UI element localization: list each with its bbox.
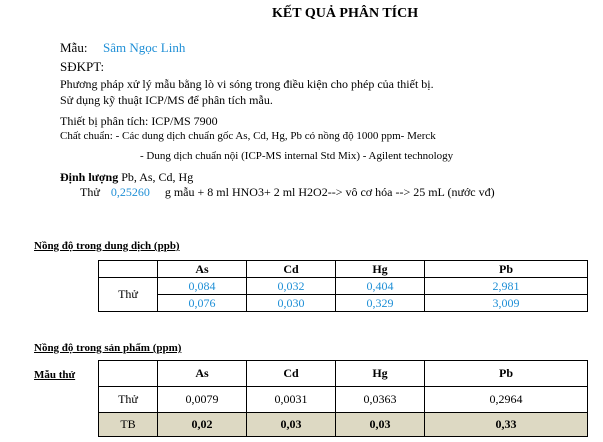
test-procedure: g mẫu + 8 ml HNO3+ 2 ml H2O2--> vô cơ hóa --> 25 mL (nước vđ) <box>164 185 495 199</box>
table-corner-cell <box>99 361 158 387</box>
avg-label: TB <box>99 413 158 437</box>
table-row <box>99 295 588 312</box>
test-line <box>80 185 495 200</box>
header-as: As <box>158 261 247 278</box>
avg-hg: 0,03 <box>336 413 425 437</box>
solution-table <box>98 260 588 312</box>
sdkpt-label: SĐKPT: <box>60 59 105 74</box>
standard-line-1: Chất chuẩn: - Các dung dịch chuẩn gốc As, Cd, Hg, Pb có nồng độ 1000 ppm- Merck <box>60 130 436 142</box>
sample-value: Sâm Ngọc Linh <box>103 40 186 55</box>
header-pb: Pb <box>425 361 588 387</box>
table-corner-cell <box>99 261 158 278</box>
cell-as-2: 0,076 <box>158 295 247 312</box>
avg-cd: 0,03 <box>247 413 336 437</box>
cell-as: 0,0079 <box>158 387 247 413</box>
row-label: Thử <box>99 387 158 413</box>
quantification-line <box>60 170 193 185</box>
cell-hg-1: 0,404 <box>336 278 425 295</box>
product-table <box>98 360 588 437</box>
test-label: Thử <box>80 185 100 199</box>
cell-hg-2: 0,329 <box>336 295 425 312</box>
method-line-2: Sử dụng kỹ thuật ICP/MS để phân tích mẫu. <box>60 93 273 107</box>
header-hg: Hg <box>336 361 425 387</box>
average-row <box>99 413 588 437</box>
sample-label: Mẫu: <box>60 40 88 55</box>
header-as: As <box>158 361 247 387</box>
quantification-label: Định lượng <box>60 170 119 184</box>
cell-pb-2: 3,009 <box>425 295 588 312</box>
cell-cd: 0,0031 <box>247 387 336 413</box>
table-row <box>99 278 588 295</box>
table-header-row <box>99 261 588 278</box>
header-cd: Cd <box>247 261 336 278</box>
table-header-row <box>99 361 588 387</box>
header-cd: Cd <box>247 361 336 387</box>
cell-hg: 0,0363 <box>336 387 425 413</box>
cell-as-1: 0,084 <box>158 278 247 295</box>
standard-line-2: - Dung dịch chuẩn nội (ICP-MS internal Std Mix) - Agilent technology <box>140 150 454 162</box>
sample-test-label: Mẫu thử <box>34 369 76 381</box>
cell-pb: 0,2964 <box>425 387 588 413</box>
cell-cd-2: 0,030 <box>247 295 336 312</box>
method-line-1: Phương pháp xử lý mẫu bằng lò vi sóng trong điều kiện cho phép của thiết bị. <box>60 77 434 91</box>
avg-pb: 0,33 <box>425 413 588 437</box>
table-row <box>99 387 588 413</box>
cell-cd-1: 0,032 <box>247 278 336 295</box>
product-table-heading: Nồng độ trong sản phẩm (ppm) <box>34 342 182 354</box>
header-hg: Hg <box>336 261 425 278</box>
avg-as: 0,02 <box>158 413 247 437</box>
cell-pb-1: 2,981 <box>425 278 588 295</box>
row-label: Thử <box>99 278 158 312</box>
device-line: Thiết bị phân tích: ICP/MS 7900 <box>60 114 218 128</box>
solution-table-heading: Nồng độ trong dung dịch (ppb) <box>34 240 180 252</box>
page-title: KẾT QUẢ PHÂN TÍCH <box>272 6 419 21</box>
quantification-elements: Pb, As, Cd, Hg <box>118 170 194 184</box>
header-pb: Pb <box>425 261 588 278</box>
test-mass: 0,25260 <box>110 185 150 199</box>
